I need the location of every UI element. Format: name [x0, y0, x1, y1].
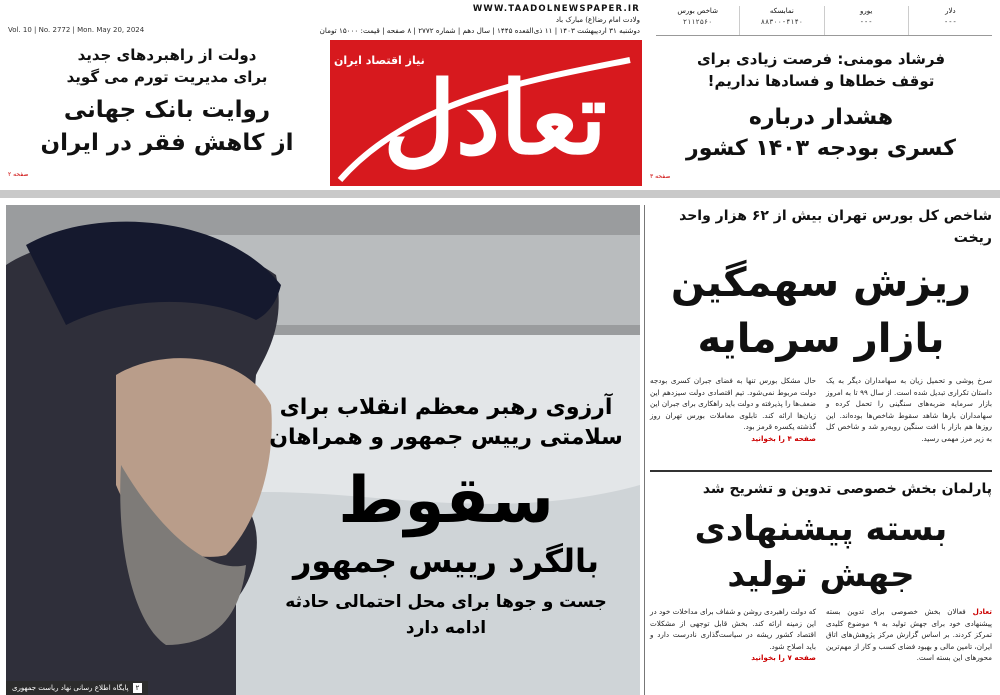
lead-headline: بالگرد رییس جمهور — [292, 542, 600, 580]
story2-headline — [650, 506, 992, 598]
story1-kicker: شاخص کل بورس تهران بیش از ۶۲ هزار واحد ریخت — [679, 208, 992, 246]
story1-body — [650, 375, 992, 444]
story-stock-market[interactable] — [650, 205, 992, 444]
left-promo-page-ref[interactable]: صفحه ۲ — [8, 171, 29, 178]
rate-value: ۸۸۳۰۰-۴۱۴۰ — [760, 18, 803, 26]
rate-label: دلار — [945, 7, 956, 15]
right-promo-page-ref[interactable]: صفحه ۳ — [650, 173, 671, 180]
logo-brand-text: تعادل — [383, 59, 607, 177]
rate-label: یورو — [859, 7, 873, 15]
story2-col-right-text: فعالان بخش خصوصی برای تدوین بسته پیشنهادی خود برای جهش تولید به ۹ موضوع کلیدی تمرکز کردند. بر اساس گزارش مرکز پژوهش‌های اتاق ایران، تامین مالی و بهبود فضای کسب و کار از مهم‌ترین محورهای این بسته است. — [826, 607, 993, 662]
story1-headline-line: ریزش سهمگین — [670, 260, 972, 306]
rate-euro — [824, 6, 908, 35]
story-divider — [650, 470, 992, 472]
occasion-text: ولادت امام رضا(ع) مبارک باد — [555, 16, 640, 24]
lead-big-headline: سقوط — [338, 464, 554, 538]
lead-text — [266, 393, 626, 641]
left-promo-kicker-line: برای مدیریت تورم می گوید — [66, 68, 268, 86]
left-promo[interactable] — [8, 40, 326, 178]
story1-col-left — [650, 375, 816, 444]
column-divider — [644, 205, 645, 695]
left-promo-headline-line: روایت بانک جهانی — [63, 97, 271, 123]
right-promo[interactable] — [650, 40, 992, 180]
story2-headline-line: جهش تولید — [727, 555, 915, 595]
rates-box — [656, 6, 992, 36]
story1-col-left-text: حال مشکل بورس تنها به فضای جبران کسری بودجه دولت مربوط نمی‌شود. تیم اقتصادی دولت سیزدهم این ضعف‌ها را پذیرفته و دولت باید راهکاری برای جبران این زیان‌ها ارائه کند. تابلوی معاملات بورس تهران روز گذشته یکسره قرمز بود. — [650, 376, 816, 431]
right-promo-headline-line: هشدار درباره — [748, 105, 894, 130]
newspaper-logo — [330, 40, 642, 186]
lead-kicker — [266, 393, 626, 453]
left-promo-kicker — [8, 44, 326, 88]
rate-bank-index — [739, 6, 823, 35]
lead-kicker-line: سلامتی رییس جمهور و همراهان — [269, 425, 623, 450]
right-promo-kicker — [650, 48, 992, 92]
lead-subheadline: جست و جوها برای محل احتمالی حادثه ادامه دارد — [285, 592, 607, 638]
story1-headline-line: بازار سرمایه — [697, 316, 945, 362]
story2-body — [650, 606, 992, 664]
story2-kicker: پارلمان بخش خصوصی تدوین و تشریح شد — [702, 481, 992, 497]
right-promo-kicker-line: توقف خطاها و فسادها نداریم! — [707, 72, 935, 90]
left-promo-kicker-line: دولت از راهبردهای جدید — [77, 46, 257, 64]
story1-read-more[interactable]: صفحه ۴ را بخوانید — [751, 433, 816, 443]
rate-value: --- — [859, 18, 873, 26]
rate-label: نمابسکه — [769, 7, 794, 15]
story2-read-more[interactable]: صفحه ۷ را بخوانید — [751, 653, 816, 662]
left-promo-headline — [8, 94, 326, 160]
right-promo-kicker-line: فرشاد مومنی: فرصت زیادی برای — [696, 50, 946, 68]
right-promo-headline-line: کسری بودجه ۱۴۰۳ کشور — [686, 136, 956, 161]
rate-stock-index — [656, 6, 739, 35]
story2-col-right — [826, 606, 992, 664]
lead-photo-story[interactable] — [6, 205, 640, 695]
rate-label: شاخص بورس — [677, 7, 718, 15]
credit-number: ۲ — [133, 683, 143, 693]
rate-value: --- — [944, 18, 957, 26]
rate-value: ۲۱۱۲۵۶۰ — [682, 18, 713, 26]
story1-col-right: سرخ پوشی و تحمیل زیان به سهامداران دیگر به یک داستان تکراری تبدیل شده است. از سال ۹۹ تا به امروز بازار سرمایه ضربه‌های سنگینی را تحمل کرده و سهامداران بارها شاهد سقوط شاخص‌ها بوده‌اند. این روزها هم بازار با افت سنگین روبه‌رو شد و شاخص کل به زیر مرز مهمی رسید. — [826, 376, 992, 443]
lead-kicker-line: آرزوی رهبر معظم انقلاب برای — [279, 395, 613, 420]
story2-col-left-text: که دولت راهبردی روشن و شفاف برای مداخلات خود در این زمینه ارائه کند. بخش قابل توجهی از مشکلات اقتصاد کشور ریشه در سیاست‌گذاری نادرست دارد و باید اصلاح شود. — [650, 607, 816, 651]
dateline: دوشنبه ۳۱ اردیبهشت ۱۴۰۳ | ۱۱ ذی‌القعده ۱۴۴۵ | سال دهم | شماره ۲۷۷۲ | ۸ صفحه | قیمت: ۱۵۰۰۰ تومان — [319, 26, 640, 35]
credit-text: پایگاه اطلاع رسانی نهاد ریاست جمهوری — [12, 684, 129, 692]
story2-headline-line: بسته پیشنهادی — [694, 509, 948, 549]
right-promo-headline — [650, 102, 992, 164]
story-production[interactable] — [650, 478, 992, 664]
story2-tag: تعادل — [972, 607, 992, 616]
logo-tagline: نیاز اقتصاد ایران — [334, 54, 425, 67]
photo-credit — [6, 681, 148, 695]
story2-col-left — [650, 606, 816, 664]
issue-info: Vol. 10 | No. 2772 | Mon. May 20, 2024 — [8, 26, 145, 34]
separator-bar — [0, 190, 1000, 198]
left-promo-headline-line: از کاهش فقر در ایران — [40, 130, 294, 156]
story1-headline — [650, 255, 992, 367]
rate-dollar — [908, 6, 992, 35]
website-url[interactable]: WWW.TAADOLNEWSPAPER.IR — [472, 4, 640, 14]
